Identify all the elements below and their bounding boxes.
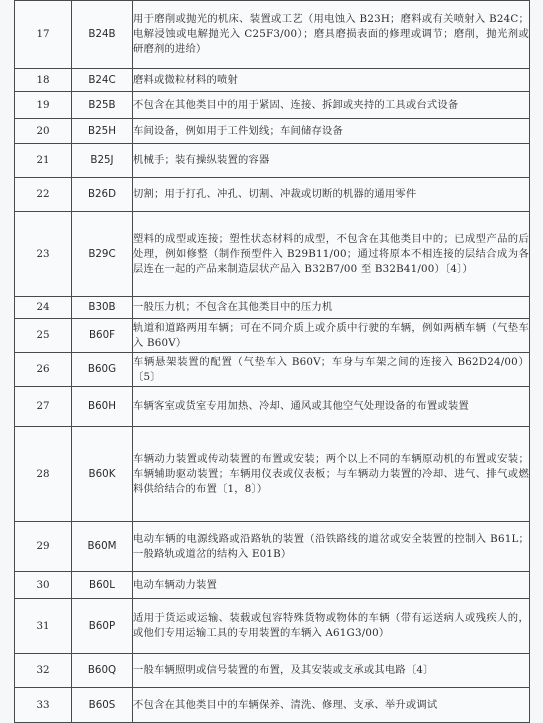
- ipc-description: 塑料的成型或连接；塑性状态材料的成型，不包含在其他类目中的；已成型产品的后处理，例如修整（制作预型件入 B29B11/00；通过将原本不相连接的层结合成为各层连在一起的产品来制造层状产品入 B32B7/00 至 B32B41/00）〔4〕）: [133, 212, 530, 297]
- row-number: 28: [15, 427, 72, 522]
- table-row: [15, 654, 530, 688]
- ipc-code: B60L: [72, 572, 133, 599]
- ipc-description: 车间设备，例如用于工件划线；车间储存设备: [133, 119, 530, 144]
- table-row: [15, 353, 530, 387]
- row-number: 33: [15, 688, 72, 723]
- table-row: [15, 572, 530, 599]
- row-number: 27: [15, 387, 72, 427]
- ipc-description: 电动车辆动力装置: [133, 572, 530, 599]
- ipc-code: B25H: [72, 119, 133, 144]
- ipc-code: B29C: [72, 212, 133, 297]
- ipc-code: B26D: [72, 178, 133, 212]
- row-number: 26: [15, 353, 72, 387]
- row-number: 25: [15, 319, 72, 353]
- table-row: [15, 427, 530, 522]
- ipc-code: B60F: [72, 319, 133, 353]
- ipc-code: B24B: [72, 1, 133, 69]
- ipc-description: 车辆悬架装置的配置（气垫车入 B60V；车身与车架之间的连接入 B62D24/00）〔5〕: [133, 353, 530, 387]
- ipc-classification-table: [14, 0, 530, 723]
- ipc-code: B60S: [72, 688, 133, 723]
- table-row: [15, 69, 530, 92]
- ipc-code: B60H: [72, 387, 133, 427]
- ipc-code: B60P: [72, 599, 133, 654]
- row-number: 19: [15, 92, 72, 119]
- table-row: [15, 144, 530, 178]
- ipc-description: 车辆动力装置或传动装置的布置或安装；两个以上不同的车辆原动机的布置或安装；车辆辅助驱动装置；车辆用仪表或仪表板；与车辆动力装置的冷却、进气、排气或燃料供给结合的布置〔1，8〕）: [133, 427, 530, 522]
- ipc-code: B60K: [72, 427, 133, 522]
- row-number: 29: [15, 522, 72, 572]
- ipc-description: 一般压力机；不包含在其他类目中的压力机: [133, 297, 530, 319]
- row-number: 32: [15, 654, 72, 688]
- table-row: [15, 212, 530, 297]
- row-number: 30: [15, 572, 72, 599]
- ipc-description: 电动车辆的电源线路或沿路轨的装置（沿铁路线的道岔或安全装置的控制入 B61L；一般路轨或道岔的结构入 E01B）: [133, 522, 530, 572]
- ipc-description: 机械手；装有操纵装置的容器: [133, 144, 530, 178]
- ipc-code: B30B: [72, 297, 133, 319]
- ipc-description: 磨料或微粒材料的喷射: [133, 69, 530, 92]
- ipc-code: B60Q: [72, 654, 133, 688]
- ipc-code: B24C: [72, 69, 133, 92]
- row-number: 21: [15, 144, 72, 178]
- table-row: [15, 688, 530, 723]
- table-row: [15, 119, 530, 144]
- table-row: [15, 178, 530, 212]
- row-number: 18: [15, 69, 72, 92]
- ipc-code: B60M: [72, 522, 133, 572]
- row-number: 23: [15, 212, 72, 297]
- ipc-description: 不包含在其他类目中的车辆保养、清洗、修理、支承、举升或调试: [133, 688, 530, 723]
- table-row: [15, 319, 530, 353]
- ipc-code: B25J: [72, 144, 133, 178]
- row-number: 17: [15, 1, 72, 69]
- row-number: 22: [15, 178, 72, 212]
- row-number: 24: [15, 297, 72, 319]
- ipc-description: 切割；用于打孔、冲孔、切割、冲裁或切断的机器的通用零件: [133, 178, 530, 212]
- table-row: [15, 522, 530, 572]
- row-number: 20: [15, 119, 72, 144]
- table-row: [15, 297, 530, 319]
- ipc-code: B60G: [72, 353, 133, 387]
- ipc-classification-table-page: [14, 0, 530, 723]
- ipc-description: 车辆客室或货室专用加热、冷却、通风或其他空气处理设备的布置或装置: [133, 387, 530, 427]
- table-row: [15, 92, 530, 119]
- table-row: [15, 387, 530, 427]
- table-row: [15, 599, 530, 654]
- row-number: 31: [15, 599, 72, 654]
- ipc-description: 一般车辆照明或信号装置的布置，及其安装或支承或其电路〔4〕: [133, 654, 530, 688]
- table-row: [15, 1, 530, 69]
- ipc-description: 轨道和道路两用车辆；可在不同介质上或介质中行驶的车辆，例如两栖车辆（气垫车入 B60V）: [133, 319, 530, 353]
- ipc-code: B25B: [72, 92, 133, 119]
- ipc-description: 不包含在其他类目中的用于紧固、连接、拆卸或夹持的工具或台式设备: [133, 92, 530, 119]
- ipc-description: 用于磨削或抛光的机床、装置或工艺（用电蚀入 B23H；磨料或有关喷射入 B24C；电解浸蚀或电解抛光入 C25F3/00）；磨具磨损表面的修理或调节；磨削，抛光剂或研磨剂的进给）: [133, 1, 530, 69]
- ipc-description: 适用于货运或运输、装载或包容特殊货物或物体的车辆（带有运送病人或残疾人的，或他们专用运输工具的专用装置的车辆入 A61G3/00）: [133, 599, 530, 654]
